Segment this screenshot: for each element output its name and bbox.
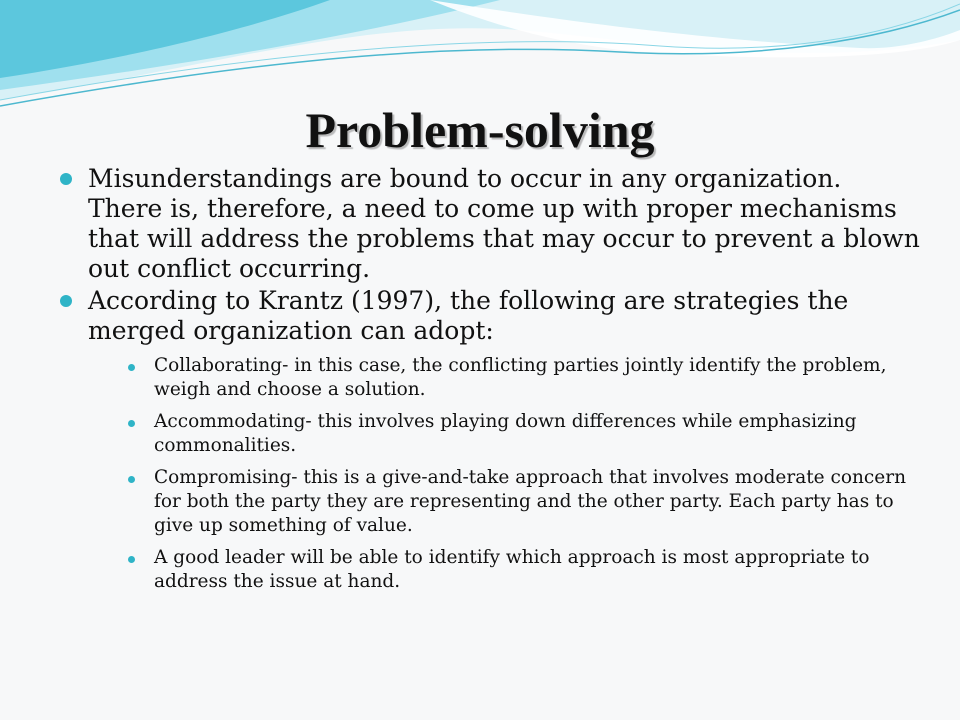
bullet-text: Misunderstandings are bound to occur in any organization. There is, therefore, a need to come up with proper mechanisms that will address the problems that may occur to prevent a blown out conflict occurring.: [88, 164, 920, 283]
sub-bullet-dot-icon: [128, 364, 135, 371]
sub-bullet-text: Accommodating- this involves playing down differences while emphasizing commonalities.: [154, 411, 857, 456]
sub-bullet-text: Collaborating- in this case, the conflicting parties jointly identify the problem, weigh and choose a solution.: [154, 355, 887, 400]
bullet-item: [60, 286, 920, 594]
sub-bullet-dot-icon: [128, 476, 135, 483]
sub-bullet-text: A good leader will be able to identify which approach is most appropriate to address the issue at hand.: [154, 547, 870, 592]
sub-bullet-item: [126, 410, 920, 458]
sub-bullet-text: Compromising- this is a give-and-take approach that involves moderate concern for both the party they are representing and the other party. Each party has to give up something of value.: [154, 467, 906, 536]
sub-bullet-dot-icon: [128, 556, 135, 563]
sub-bullet-item: [126, 546, 920, 594]
slide-title: Problem-solving: [305, 102, 655, 158]
sub-bullet-item: [126, 354, 920, 402]
sub-bullet-dot-icon: [128, 420, 135, 427]
sub-bullet-list: [126, 354, 920, 594]
bullet-dot-icon: [60, 173, 72, 185]
bullet-text: According to Krantz (1997), the following are strategies the merged organization can adopt:: [88, 286, 849, 345]
sub-bullet-item: [126, 466, 920, 538]
bullet-list: [60, 164, 920, 602]
bullet-item: [60, 164, 920, 284]
bullet-dot-icon: [60, 295, 72, 307]
